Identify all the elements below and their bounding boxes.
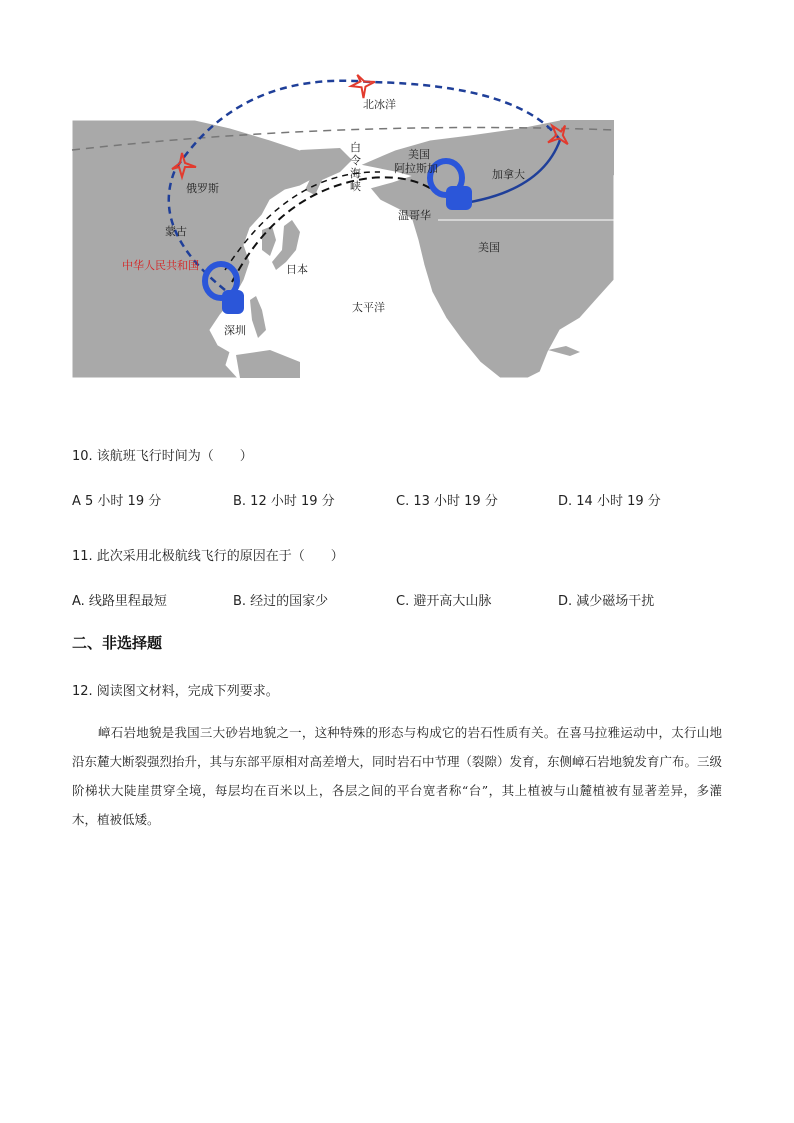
bering-strait-label: 海 <box>350 167 361 180</box>
map-canvas <box>0 0 794 400</box>
q10-option-c[interactable]: C. 13 小时 19 分 <box>396 494 498 509</box>
japan-label: 日本 <box>286 263 308 276</box>
q11-option-d[interactable]: D. 减少磁场干扰 <box>558 594 655 609</box>
bering-strait-label: 令 <box>350 154 361 167</box>
reading-passage: 嶂石岩地貌是我国三大砂岩地貌之一，这种特殊的形态与构成它的岩石性质有关。在喜马拉雅运动中，太行山地沿东麓大断裂强烈抬升，其与东部平原相对高差增大，同时岩石中节理（裂隙）发育，东侧嶂石岩地貌发育广布。三级阶梯状大陡崖贯穿全境，每层均在百米以上，各层之间的平台宽者称“台”，其上植被与山麓植被有显著差异，多灌木，植被低矮。 <box>72 725 723 827</box>
question-11-stem: 11. 此次采用北极航线飞行的原因在于（ ） <box>72 549 344 564</box>
flight-route-map <box>0 0 794 400</box>
alaska-label: 美国 <box>408 148 430 161</box>
question-10-stem: 10. 该航班飞行时间为（ ） <box>72 449 253 464</box>
russia-label: 俄罗斯 <box>186 182 219 195</box>
usa-label: 美国 <box>478 241 500 254</box>
q10-option-b[interactable]: B. 12 小时 19 分 <box>233 494 335 509</box>
q11-option-b[interactable]: B. 经过的国家少 <box>233 594 329 609</box>
bering-strait-label: 峡 <box>350 180 361 193</box>
china-label: 中华人民共和国 <box>122 259 199 272</box>
alaska-label: 阿拉斯加 <box>394 162 438 175</box>
q10-option-a[interactable]: A 5 小时 19 分 <box>72 494 162 509</box>
q11-option-a[interactable]: A. 线路里程最短 <box>72 594 167 609</box>
mongolia-label: 蒙古 <box>165 225 187 238</box>
shenzhen-label: 深圳 <box>224 324 246 337</box>
arctic-ocean-label: 北冰洋 <box>363 98 396 111</box>
plane-icon <box>349 72 377 100</box>
section-heading: 二、非选择题 <box>72 634 163 652</box>
bering-strait-label: 白 <box>350 141 361 154</box>
pacific-ocean-label: 太平洋 <box>352 301 385 314</box>
q10-option-d[interactable]: D. 14 小时 19 分 <box>558 494 661 509</box>
question-12-stem: 12. 阅读图文材料，完成下列要求。 <box>72 684 279 699</box>
canada-label: 加拿大 <box>492 168 525 181</box>
vancouver-label: 温哥华 <box>398 209 431 222</box>
q11-option-c[interactable]: C. 避开高大山脉 <box>396 594 492 609</box>
